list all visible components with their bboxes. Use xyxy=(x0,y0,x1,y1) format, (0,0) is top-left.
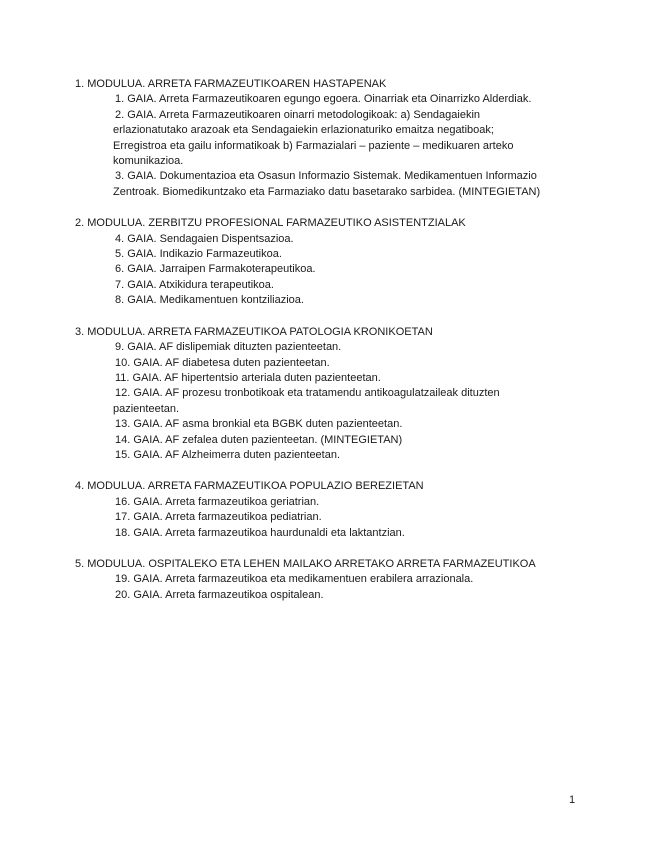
lesson-item xyxy=(75,433,580,448)
lesson-item xyxy=(75,278,580,293)
lesson-continuation-line: pazienteetan. xyxy=(113,402,180,415)
lesson-title-line: 20. GAIA. Arreta farmazeutikoa ospitalean. xyxy=(115,588,324,601)
lesson-title-line: 2. GAIA. Arreta Farmazeutikoaren oinarri metodologikoak: a) Sendagaiekin xyxy=(115,108,481,121)
module-title: 3. MODULUA. ARRETA FARMAZEUTIKOA PATOLOGIA KRONIKOETAN xyxy=(75,325,433,338)
lesson-title-line: 6. GAIA. Jarraipen Farmakoterapeutikoa. xyxy=(115,263,316,276)
lesson-continuation-line: komunikazioa. xyxy=(113,155,184,168)
module-title: 5. MODULUA. OSPITALEKO ETA LEHEN MAILAKO ARRETAKO ARRETA FARMAZEUTIKOA xyxy=(75,557,536,570)
lesson-title-line: 11. GAIA. AF hipertentsio arteriala duten pazienteetan. xyxy=(115,371,381,384)
lesson-item xyxy=(75,495,580,510)
lesson-title-line: 1. GAIA. Arreta Farmazeutikoaren egungo egoera. Oinarriak eta Oinarrizko Alderdiak. xyxy=(115,93,532,106)
lesson-item xyxy=(75,526,580,541)
module-title: 1. MODULUA. ARRETA FARMAZEUTIKOAREN HASTAPENAK xyxy=(75,78,387,90)
lesson-item xyxy=(75,572,580,587)
module-section xyxy=(75,216,580,308)
lesson-item xyxy=(75,417,580,432)
lesson-item xyxy=(75,340,580,355)
lesson-title-line: 9. GAIA. AF dislipemiak dituzten pazienteetan. xyxy=(115,341,342,354)
lesson-title-line: 15. GAIA. AF Alzheimerra duten pazienteetan. xyxy=(115,448,341,461)
lesson-title-line: 13. GAIA. AF asma bronkial eta BGBK duten pazienteetan. xyxy=(115,418,403,431)
lesson-title-line: 17. GAIA. Arreta farmazeutikoa pediatrian. xyxy=(115,511,322,524)
module-title: 4. MODULUA. ARRETA FARMAZEUTIKOA POPULAZIO BEREZIETAN xyxy=(75,480,424,493)
module-section xyxy=(75,557,580,603)
lesson-list xyxy=(75,92,580,200)
lesson-item xyxy=(75,588,580,603)
lesson-title-line: 12. GAIA. AF prozesu tronbotikoak eta tratamendu antikoagulatzaileak dituzten xyxy=(115,387,500,400)
lesson-item xyxy=(75,232,580,247)
lesson-item xyxy=(75,293,580,308)
lesson-title-line: 16. GAIA. Arreta farmazeutikoa geriatrian. xyxy=(115,495,320,508)
lesson-item xyxy=(75,92,580,107)
lesson-list xyxy=(75,232,580,309)
lesson-list xyxy=(75,340,580,463)
lesson-title-line: 10. GAIA. AF diabetesa duten pazienteetan. xyxy=(115,356,330,369)
lesson-item xyxy=(75,371,580,386)
lesson-title-line: 4. GAIA. Sendagaien Dispentsazioa. xyxy=(115,232,294,245)
lesson-item xyxy=(75,356,580,371)
lesson-item xyxy=(75,108,580,170)
lesson-item xyxy=(75,169,580,200)
lesson-item xyxy=(75,247,580,262)
lesson-title-line: 3. GAIA. Dokumentazioa eta Osasun Informazio Sistemak. Medikamentuen Informazio xyxy=(115,170,537,183)
lesson-list xyxy=(75,572,580,603)
lesson-title-line: 7. GAIA. Atxikidura terapeutikoa. xyxy=(115,278,274,291)
module-title: 2. MODULUA. ZERBITZU PROFESIONAL FARMAZEUTIKO ASISTENTZIALAK xyxy=(75,217,466,230)
lesson-item xyxy=(75,386,580,417)
lesson-continuation-line: erlazionatutako arazoak eta Sendagaiekin erlazionaturiko emaitza negatiboak; xyxy=(113,124,494,137)
page-number: 1 xyxy=(569,794,576,806)
lesson-title-line: 19. GAIA. Arreta farmazeutikoa eta medikamentuen erabilera arrazionala. xyxy=(115,573,474,586)
module-section xyxy=(75,77,580,200)
lesson-title-line: 5. GAIA. Indikazio Farmazeutikoa. xyxy=(115,248,282,261)
lesson-continuation-line: Zentroak. Biomedikuntzako eta Farmaziako datu basetarako sarbidea. (MINTEGIETAN) xyxy=(113,185,541,198)
module-section xyxy=(75,325,580,464)
lesson-list xyxy=(75,495,580,541)
lesson-title-line: 18. GAIA. Arreta farmazeutikoa haurdunaldi eta laktantzian. xyxy=(115,526,405,539)
lesson-title-line: 14. GAIA. AF zefalea duten pazienteetan. (MINTEGIETAN) xyxy=(115,433,403,446)
module-section xyxy=(75,479,580,541)
lesson-continuation-line: Erregistroa eta gailu informatikoak b) Farmazialari – paziente – medikuaren arteko xyxy=(113,139,514,152)
lesson-item xyxy=(75,262,580,277)
syllabus-content xyxy=(75,77,580,619)
lesson-item xyxy=(75,448,580,463)
lesson-item xyxy=(75,510,580,525)
lesson-title-line: 8. GAIA. Medikamentuen kontziliazioa. xyxy=(115,294,304,307)
